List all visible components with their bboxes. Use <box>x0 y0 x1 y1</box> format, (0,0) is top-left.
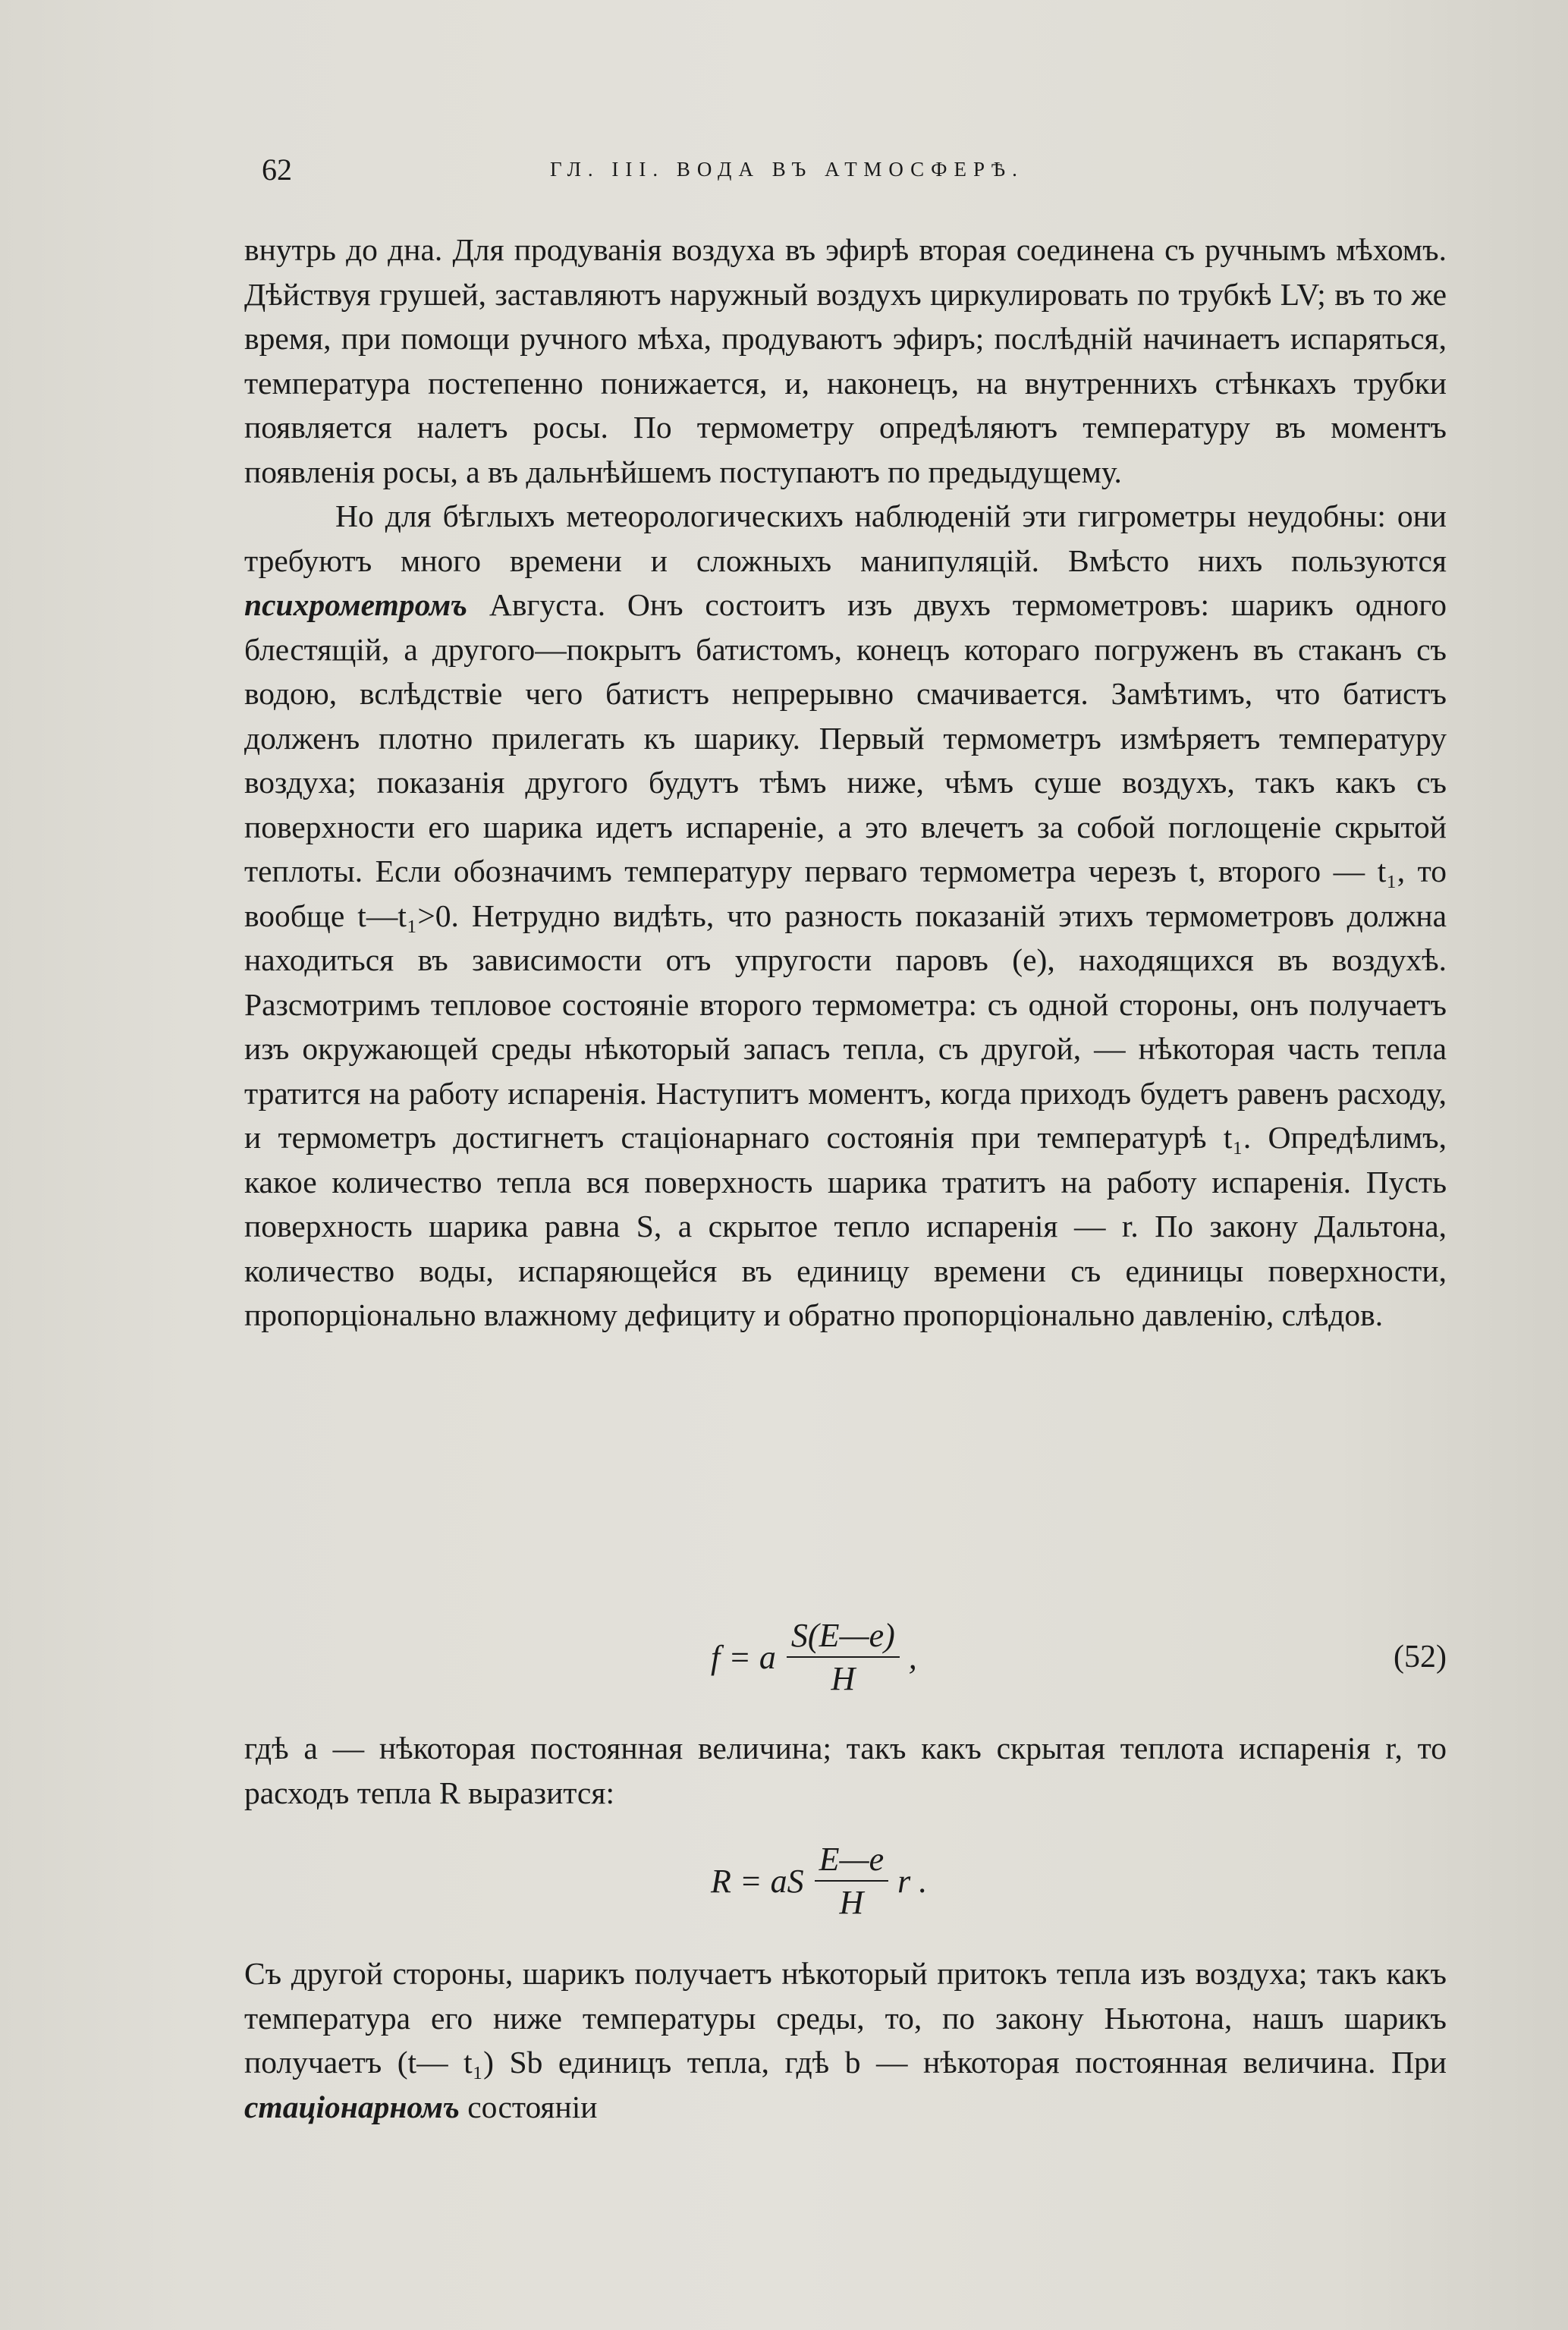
paragraph-1: внутрь до дна. Для продуванія воздуха въ эфирѣ вторая соединена съ ручнымъ мѣхомъ. Дѣйствуя грушей, заставляютъ наружный воздухъ циркулировать по трубкѣ LV; въ то же время, при помощи ручного мѣха, продуваютъ эфиръ; послѣдній начинаетъ испаряться, температура постепенно понижается, и, наконецъ, на внутреннихъ стѣнкахъ трубки появляется налетъ росы. По термометру опредѣляютъ температуру въ моментъ появленія росы, а въ дальнѣйшемъ поступаютъ по предыдущему. <box>244 232 1447 489</box>
paragraph-2 <box>244 494 1447 1338</box>
paragraph-4-text-b: состояніи <box>467 2089 598 2124</box>
stationary-term: стаціонарномъ <box>244 2089 460 2124</box>
equation-r-denominator: H <box>839 1884 864 1921</box>
chapter-title: ГЛ. III. ВОДА ВЪ АТМОСФЕРѢ. <box>550 158 1024 181</box>
running-head <box>262 152 1445 197</box>
equation-r-lhs: R = aS <box>711 1862 804 1900</box>
equation-52-tail: , <box>908 1638 917 1676</box>
equation-number: (52) <box>1394 1640 1447 1674</box>
paragraph-3: гдѣ a — нѣкоторая постоянная величина; такъ какъ скрытая теплота испаренія r, то расходъ тепла R выразится: <box>244 1731 1447 1810</box>
equation-heat-expense <box>244 1840 1447 1931</box>
equation-52-numerator: S(E—e) <box>787 1616 900 1658</box>
equation-52-fraction <box>787 1616 900 1698</box>
paragraph-2-text-b: Августа. Онъ состоитъ изъ двухъ термометровъ: шарикъ одного блестящій, а другого—покрытъ батистомъ, конецъ котораго погруженъ въ стаканъ съ водою, вслѣдствіе чего батистъ непрерывно смачивается. Замѣтимъ, что батистъ долженъ плотно прилегать къ шарику. Первый термометръ измѣряетъ температуру воздуха; показанія другого будутъ тѣмъ ниже, чѣмъ суше воздухъ, такъ какъ съ поверхности его шарика идетъ испареніе, а это влечетъ за собой поглощеніе скрытой теплоты. Если обозначимъ температуру перваго термометра черезъ t, второго — t₁, то вообще t—t₁>0. Нетрудно видѣть, что разность показаній этихъ термометровъ должна находиться въ зависимости отъ упругости паровъ (e), находящихся въ воздухѣ. Разсмотримъ тепловое состояніе второго термометра: съ одной стороны, онъ получаетъ изъ окружающей среды нѣкоторый запасъ тепла, съ другой, — нѣкоторая часть тепла тратится на работу испаренія. Наступитъ моментъ, когда приходъ будетъ равенъ расходу, и термометръ достигнетъ стаціонарнаго состоянія при температурѣ t₁. Опредѣлимъ, какое количество тепла вся поверхность шарика тратитъ на работу испаренія. Пусть поверхность шарика равна S, а скрытое тепло испаренія — r. По закону Дальтона, количество воды, испаряющейся въ единицу времени съ единицы поверхности, пропорціонально влажному дефициту и обратно пропорціонально давленію, слѣдов. <box>244 587 1447 1332</box>
equation-r-numerator: E—e <box>815 1840 889 1882</box>
body-text-middle <box>244 1726 1447 1815</box>
equation-52-denominator: H <box>831 1660 856 1697</box>
body-text-lower <box>244 1951 1447 2129</box>
paragraph-4-text-a: Съ другой стороны, шарикъ получаетъ нѣкоторый притокъ тепла изъ воздуха; такъ какъ температура его ниже температуры среды, то, по закону Ньютона, нашъ шарикъ получаетъ (t— t₁) Sb единицъ тепла, гдѣ b — нѣкоторая постоянная величина. При <box>244 1956 1447 2080</box>
equation-52 <box>244 1616 1447 1707</box>
page-number: 62 <box>262 153 292 187</box>
equation-r-tail: r . <box>897 1862 928 1900</box>
paragraph-2-text-a: Но для бѣглыхъ метеорологическихъ наблюденій эти гигрометры неудобны: они требуютъ много времени и сложныхъ манипуляцій. Вмѣсто нихъ пользуются <box>244 498 1447 578</box>
body-text-upper <box>244 228 1447 1338</box>
equation-52-lhs: f = a <box>711 1638 776 1676</box>
psychrometer-term: психрометромъ <box>244 587 468 622</box>
paragraph-4 <box>244 1951 1447 2129</box>
equation-r-fraction <box>815 1840 889 1922</box>
